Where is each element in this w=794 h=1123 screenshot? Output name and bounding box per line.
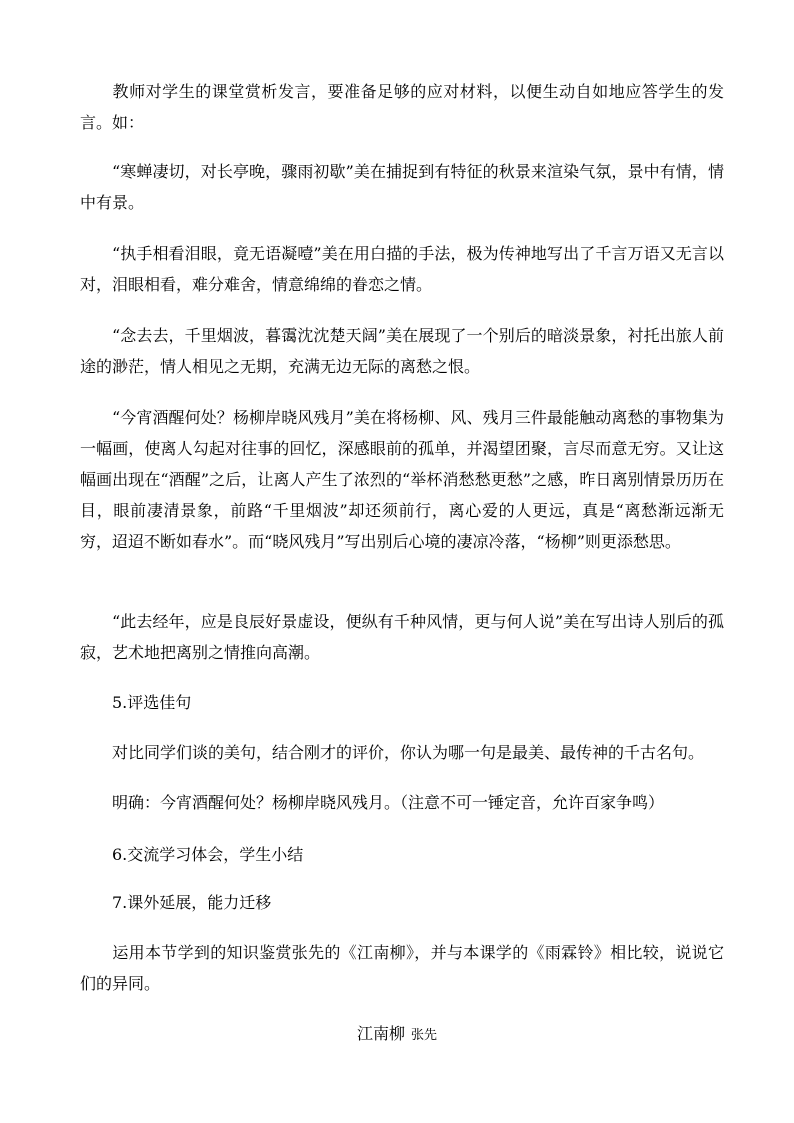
paragraph-compare-sentences: 对比同学们谈的美句，结合刚才的评价，你认为哪一句是最美、最传神的千古名句。 <box>112 743 705 762</box>
paragraph-appreciation-2: “执手相看泪眼，竟无语凝噎”美在用白描的手法，极为传神地写出了千言万语又无言以对，泪眼相看，难分难舍，情意绵绵的眷恋之情。 <box>80 244 724 294</box>
paragraph-answer: 明确：今宵酒醒何处？杨柳岸晓风残月。（注意不可一锤定音，允许百家争鸣） <box>112 793 665 812</box>
paragraph-extension-task: 运用本节学到的知识鉴赏张先的《江南柳》，并与本课学的《雨霖铃》相比较，说说它们的异同。 <box>80 943 724 993</box>
section-heading-5: 5.评选佳句 <box>112 693 192 712</box>
section-heading-7: 7.课外延展，能力迁移 <box>112 893 272 912</box>
poem-author: 张先 <box>411 1028 438 1043</box>
paragraph-appreciation-3: “念去去，千里烟波，暮霭沈沈楚天阔”美在展现了一个别后的暗淡景象，衬托出旅人前途的渺茫，情人相见之无期，充满无边无际的离愁之恨。 <box>80 326 724 376</box>
section-heading-6: 6.交流学习体会，学生小结 <box>112 845 304 864</box>
poem-title: 江南柳 <box>356 1024 405 1043</box>
paragraph-appreciation-5: “此去经年，应是良辰好景虚设，便纵有千种风情，更与何人说”美在写出诗人别后的孤寂，艺术地把离别之情推向高潮。 <box>80 612 724 662</box>
paragraph-appreciation-1: “寒蝉凄切，对长亭晚，骤雨初歇”美在捕捉到有特征的秋景来渲染气氛，景中有情，情中有景。 <box>80 162 724 212</box>
paragraph-intro: 教师对学生的课堂赏析发言，要准备足够的应对材料，以便生动自如地应答学生的发言。如： <box>80 82 724 132</box>
paragraph-appreciation-4: “今宵酒醒何处？杨柳岸晓风残月”美在将杨柳、风、残月三件最能触动离愁的事物集为一幅画，使离人勾起对往事的回忆，深感眼前的孤单，并渴望团聚，言尽而意无穷。又让这幅画出现在“酒醒”之后，让离人产生了浓烈的“举杯消愁愁更愁”之感，昨日离别情景历历在目，眼前凄清景象，前路“千里烟波”却还须前行，离心爱的人更远，真是“离愁渐远渐无穷，迢迢不断如春水”。而“晓风残月”写出别后心境的凄凉冷落，“杨柳”则更添愁思。 <box>80 408 724 551</box>
poem-title-line <box>0 1018 794 1051</box>
